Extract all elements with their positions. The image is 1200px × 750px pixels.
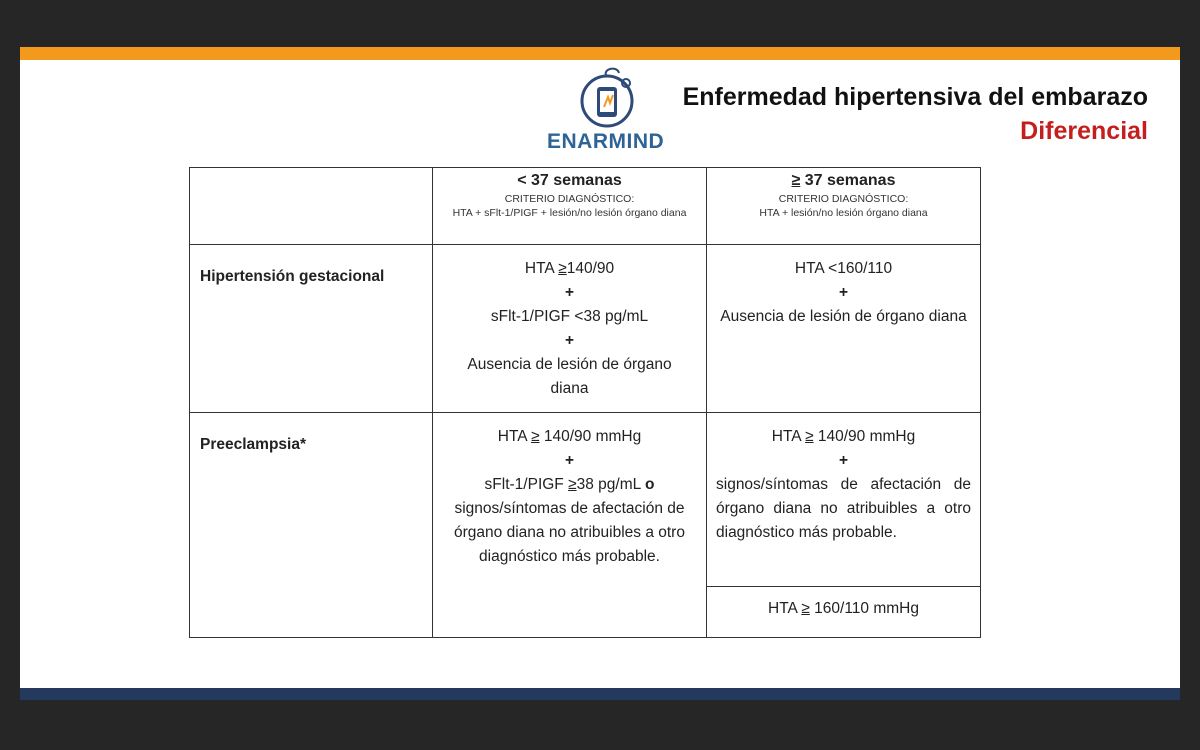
line-hta: HTA ≥ 140/90 mmHg xyxy=(771,428,916,445)
top-accent-bar xyxy=(20,47,1180,60)
plus-sign: + xyxy=(838,284,849,301)
page-subtitle: Diferencial xyxy=(1020,117,1148,145)
slide xyxy=(20,47,1180,700)
cell-preeclampsia-ge37 xyxy=(707,413,981,638)
col-crit-text-ge37: HTA + lesión/no lesión órgano diana xyxy=(759,207,928,219)
line-ausencia: Ausencia de lesión de órgano diana xyxy=(467,356,672,397)
line-sflt: sFlt-1/PIGF <38 pg/mL xyxy=(490,308,649,325)
line-hta: HTA ≥140/90 xyxy=(524,260,615,277)
cell-gestacional-lt37 xyxy=(433,245,707,413)
col-title-ge37: ≥ 37 semanas xyxy=(791,172,896,189)
line-ausencia: Ausencia de lesión de órgano diana xyxy=(720,308,967,325)
plus-sign: + xyxy=(838,452,849,469)
line-signos: signos/síntomas de afectación de órgano diana no atribuibles a otro diagnóstico más probable. xyxy=(454,500,685,565)
row-gestacional xyxy=(190,245,981,413)
col-title-lt37: < 37 semanas xyxy=(517,172,622,189)
header-ge37 xyxy=(707,168,981,245)
plus-sign: + xyxy=(564,284,575,301)
cell-preeclampsia-lt37 xyxy=(433,413,707,638)
criteria-table xyxy=(189,167,981,638)
page-title: Enfermedad hipertensiva del embarazo xyxy=(682,83,1148,111)
header-lt37 xyxy=(433,168,707,245)
line-sflt: sFlt-1/PIGF ≥38 pg/mL o xyxy=(484,476,655,493)
preeclampsia-ge37-main xyxy=(707,413,980,587)
line-signos: signos/síntomas de afectación de órgano diana no atribuibles a otro diagnóstico más probable. xyxy=(716,476,971,541)
table-header-row xyxy=(190,168,981,245)
line-hta: HTA <160/110 xyxy=(794,260,893,277)
col-crit-label-ge37: CRITERIO DIAGNÓSTICO: xyxy=(778,193,909,205)
row-label-preeclampsia: Preeclampsia* xyxy=(190,413,433,638)
plus-sign: + xyxy=(564,332,575,349)
row-label-gestacional: Hipertensión gestacional xyxy=(190,245,433,413)
plus-sign: + xyxy=(564,452,575,469)
enarmind-logo xyxy=(545,67,695,157)
cell-gestacional-ge37 xyxy=(707,245,981,413)
bottom-accent-bar xyxy=(20,688,1180,700)
row-preeclampsia xyxy=(190,413,981,638)
preeclampsia-ge37-alt: HTA ≥ 160/110 mmHg xyxy=(768,600,919,617)
line-hta: HTA ≥ 140/90 mmHg xyxy=(497,428,642,445)
col-crit-label-lt37: CRITERIO DIAGNÓSTICO: xyxy=(504,193,635,205)
col-crit-text-lt37: HTA + sFlt-1/PIGF + lesión/no lesión órgano diana xyxy=(452,207,687,219)
logo-wordmark: ENARMIND xyxy=(547,130,665,153)
header-empty-cell xyxy=(190,168,433,245)
stethoscope-phone-icon xyxy=(579,67,639,129)
